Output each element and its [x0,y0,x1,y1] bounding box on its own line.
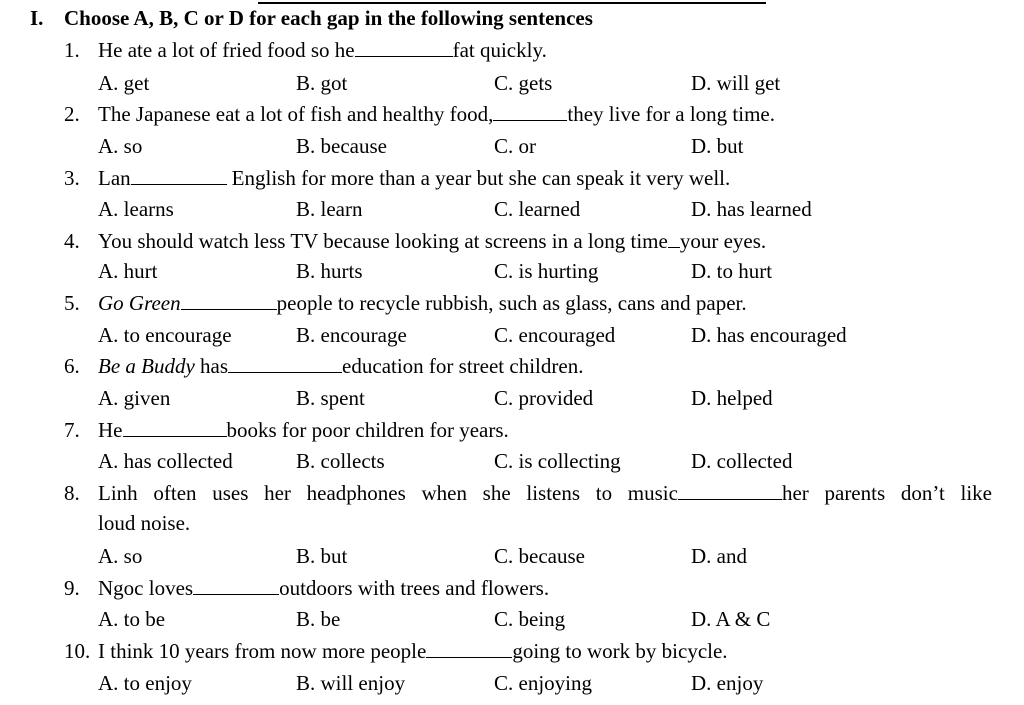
option-a[interactable]: A. given [98,386,171,410]
option-b[interactable]: B. hurts [296,259,363,283]
question-text-before: I think 10 years from now more people [98,639,427,663]
option-a[interactable]: A. to enjoy [98,671,192,695]
option-c[interactable]: C. provided [494,386,594,410]
option-c[interactable]: C. encouraged [494,323,616,347]
section-title: Choose A, B, C or D for each gap in the following sentences [64,6,593,30]
answer-gap[interactable] [678,481,782,500]
top-rule [258,2,766,4]
option-d[interactable]: D. helped [691,386,773,410]
answer-gap[interactable] [493,102,567,121]
question-text-before: Ngoc loves [98,576,194,600]
question-text-after: English for more than a year but she can speak it very well. [231,166,731,190]
answer-gap[interactable] [355,38,453,57]
section-heading [30,6,593,31]
option-a[interactable]: A. to encourage [98,323,232,347]
option-c[interactable]: C. enjoying [494,671,592,695]
answer-gap[interactable] [193,576,279,595]
option-c[interactable]: C. learned [494,197,581,221]
option-d[interactable]: D. has encouraged [691,323,847,347]
answer-gap[interactable] [123,418,227,437]
question-1 [64,38,547,63]
question-number: 6. [64,354,80,378]
question-number: 4. [64,229,80,253]
option-d[interactable]: D. enjoy [691,671,764,695]
programme-name: Go Green [98,291,181,315]
option-d[interactable]: D. A & C [691,607,771,631]
option-a[interactable]: A. so [98,134,143,158]
question-text-after: books for poor children for years. [226,418,509,442]
question-8 [64,481,992,506]
question-text-after: they live for a long time. [567,102,775,126]
question-text-before: Linh often uses her headphones when she listens to music [98,481,678,505]
option-a[interactable]: A. get [98,71,150,95]
question-text-before: He [98,418,123,442]
question-9 [64,576,549,601]
question-8-continuation [98,511,190,536]
question-text-after: going to work by bicycle. [512,639,728,663]
question-text-before: You should watch less TV because looking at screens in a long time [98,229,668,253]
option-c[interactable]: C. because [494,544,585,568]
question-text-before: He ate a lot of fried food so he [98,38,355,62]
question-number: 5. [64,291,80,315]
option-c[interactable]: C. or [494,134,536,158]
option-b[interactable]: B. got [296,71,348,95]
question-text-continuation: loud noise. [98,511,191,535]
question-text-before: has [194,354,229,378]
option-a[interactable]: A. hurt [98,259,158,283]
answer-gap[interactable] [131,166,227,185]
question-text-before: The Japanese eat a lot of fish and healthy food, [98,102,494,126]
question-3 [64,166,730,191]
option-d[interactable]: D. but [691,134,744,158]
question-number: 2. [64,102,80,126]
question-number: 10. [64,639,91,663]
option-d[interactable]: D. will get [691,71,781,95]
question-text-after: people to recycle rubbish, such as glass, cans and paper. [276,291,747,315]
option-b[interactable]: B. learn [296,197,363,221]
option-b[interactable]: B. encourage [296,323,407,347]
option-b[interactable]: B. because [296,134,387,158]
programme-name: Be a Buddy [98,354,195,378]
question-number: 7. [64,418,80,442]
answer-gap[interactable] [181,291,277,310]
question-4 [64,229,766,254]
answer-gap[interactable] [668,229,680,248]
option-d[interactable]: D. collected [691,449,793,473]
option-d[interactable]: D. to hurt [691,259,773,283]
question-number: 9. [64,576,80,600]
option-c[interactable]: C. is collecting [494,449,621,473]
option-a[interactable]: A. learns [98,197,174,221]
option-c[interactable]: C. gets [494,71,553,95]
question-5 [64,291,747,316]
question-text-after: her parents don’t like [781,481,992,505]
question-6 [64,354,583,379]
question-number: 8. [64,481,80,505]
option-b[interactable]: B. spent [296,386,365,410]
option-d[interactable]: D. has learned [691,197,812,221]
question-text-after: education for street children. [342,354,584,378]
question-7 [64,418,509,443]
option-d[interactable]: D. and [691,544,747,568]
option-a[interactable]: A. has collected [98,449,233,473]
option-b[interactable]: B. will enjoy [296,671,406,695]
answer-gap[interactable] [228,354,342,373]
option-c[interactable]: C. is hurting [494,259,599,283]
question-text-after: outdoors with trees and flowers. [279,576,550,600]
question-text-before: Lan [98,166,131,190]
answer-gap[interactable] [426,639,512,658]
option-b[interactable]: B. collects [296,449,385,473]
question-line [64,481,992,506]
section-number: I. [30,6,44,30]
option-b[interactable]: B. but [296,544,348,568]
question-number: 1. [64,38,80,62]
question-text-after: fat quickly. [452,38,547,62]
option-b[interactable]: B. be [296,607,341,631]
question-number: 3. [64,166,80,190]
option-a[interactable]: A. to be [98,607,166,631]
option-a[interactable]: A. so [98,544,143,568]
question-text-after: your eyes. [679,229,767,253]
question-2 [64,102,775,127]
option-c[interactable]: C. being [494,607,566,631]
question-10 [64,639,728,664]
